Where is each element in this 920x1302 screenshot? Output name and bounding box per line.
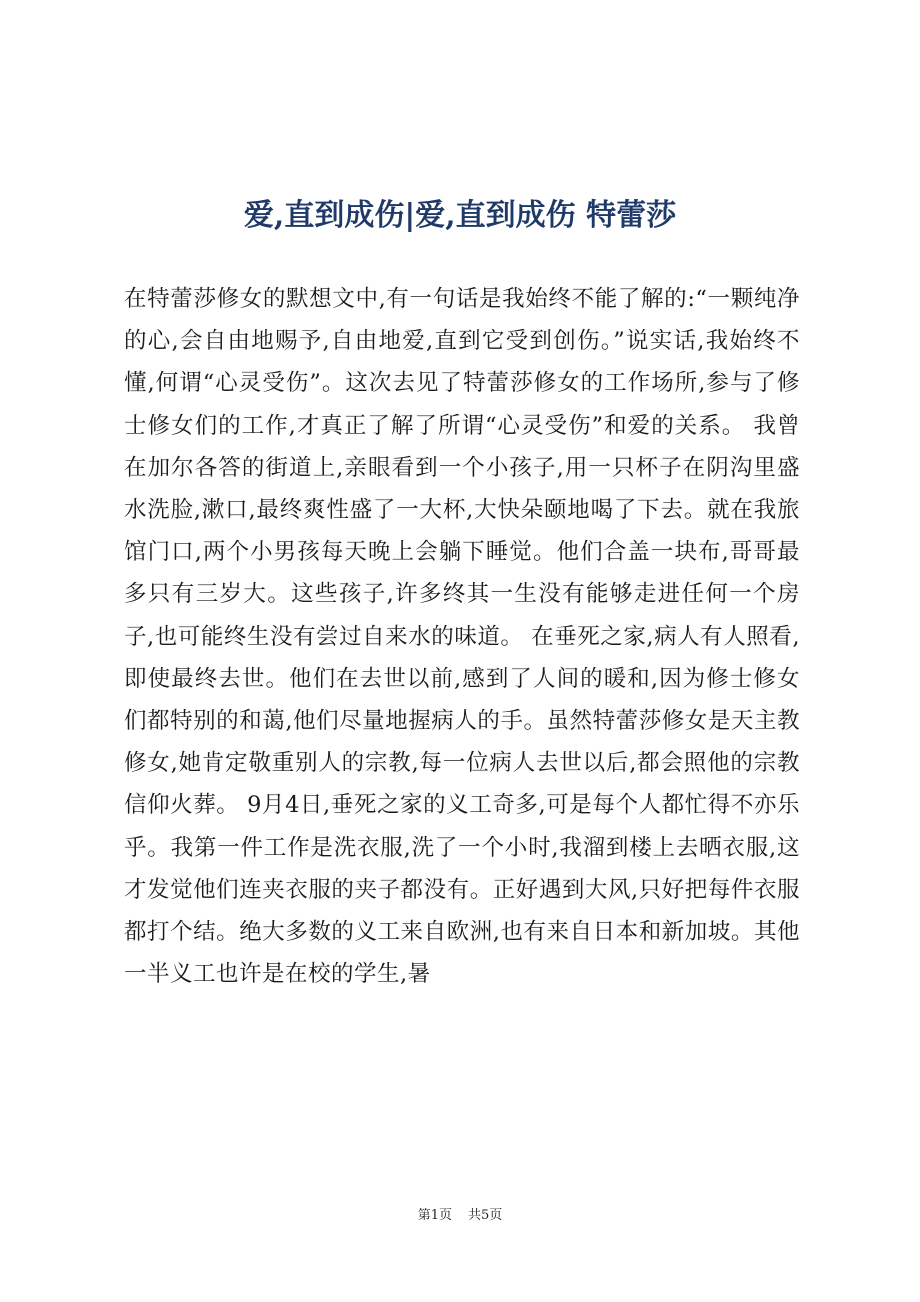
page-footer	[0, 1207, 920, 1225]
document-title: 爱,直到成伤|爱,直到成伤 特蕾莎	[243, 198, 677, 233]
total-pages-label: 共5页	[468, 1208, 503, 1223]
body-paragraph: 在特蕾莎修女的默想文中,有一句话是我始终不能了解的:“一颗纯净的心,会自由地赐予,自由地爱,直到它受到创伤。”说实话,我始终不懂,何谓“心灵受伤”。这次去见了特蕾莎修女的工作场所,参与了修士修女们的工作,才真正了解了所谓“心灵受伤”和爱的关系。 我曾在加尔各答的街道上,亲眼看到一个小孩子,用一只杯子在阴沟里盛水洗脸,漱口,最终爽性盛了一大杯,大快朵颐地喝了下去。就在我旅馆门口,两个小男孩每天晚上会躺下睡觉。他们合盖一块布,哥哥最多只有三岁大。这些孩子,许多终其一生没有能够走进任何一个房子,也可能终生没有尝过自来水的味道。 在垂死之家,病人有人照看,即使最终去世。他们在去世以前,感到了人间的暖和,因为修士修女们都特别的和蔼,他们尽量地握病人的手。虽然特蕾莎修女是天主教修女,她肯定敬重别人的宗教,每一位病人去世以后,都会照他的宗教信仰火葬。 9月4日,垂死之家的义工奇多,可是每个人都忙得不亦乐乎。我第一件工作是洗衣服,洗了一个小时,我溜到楼上去晒衣服,这才发觉他们连夹衣服的夹子都没有。正好遇到大风,只好把每件衣服都打个结。绝大多数的义工来自欧洲,也有来自日本和新加坡。其他一半义工也许是在校的学生,暑	[124, 286, 800, 988]
current-page-label: 第1页	[417, 1208, 452, 1223]
